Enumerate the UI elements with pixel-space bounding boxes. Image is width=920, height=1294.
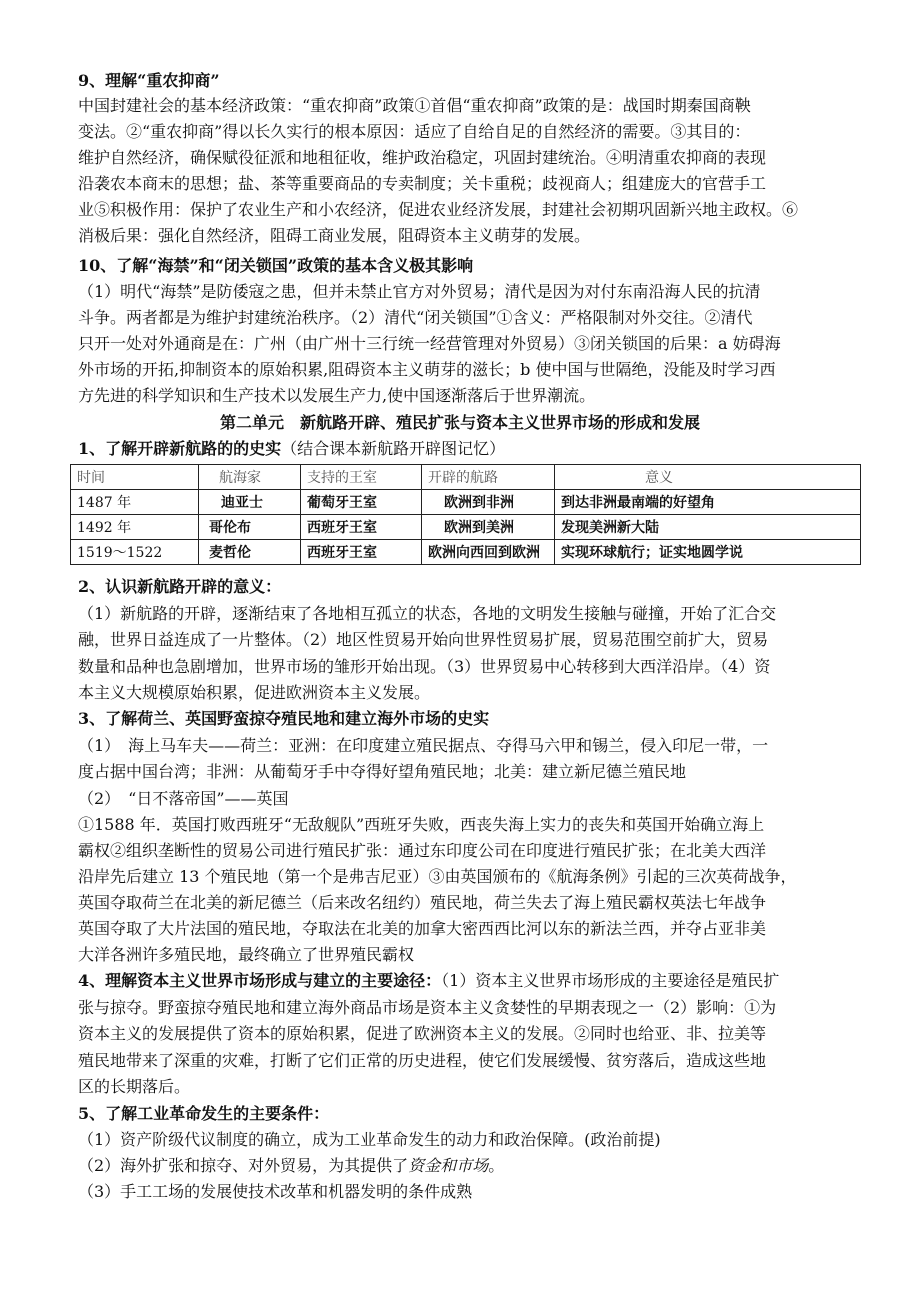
table-header-row (71, 465, 861, 490)
item-4-line: 资本主义的发展提供了资本的原始积累，促进了欧洲资本主义的发展。②同时也给亚、非、拉美等 (78, 1024, 767, 1043)
section-9-heading: 9、理解“重农抑商” (78, 71, 220, 90)
new-sea-routes-table (70, 464, 861, 565)
item-5-line: （1）资产阶级代议制度的确立，成为工业革命发生的动力和政治保障。(政治前提) (78, 1130, 661, 1149)
item-3-line: 度占据中国台湾；非洲：从葡萄牙手中夺得好望角殖民地；北美：建立新尼德兰殖民地 (78, 762, 687, 781)
item-3-line: ①1588 年．英国打败西班牙“无敌舰队”西班牙失败，西丧失海上实力的丧失和英国开始确立海上 (78, 815, 765, 834)
section-10-line: 方先进的科学知识和生产技术以发展生产力,使中国逐渐落后于世界潮流。 (78, 386, 596, 405)
table-header-cell: 时间 (71, 465, 199, 490)
table-header-cell: 支持的王室 (301, 465, 422, 490)
table-cell: 实现环球航行；证实地圆学说 (555, 540, 861, 565)
item-3-heading: 3、了解荷兰、英国野蛮掠夺殖民地和建立海外市场的史实 (78, 709, 490, 728)
item-5-line-end: 。 (488, 1156, 505, 1175)
table-header-cell: 开辟的航路 (422, 465, 555, 490)
section-10-line: 斗争。两者都是为维护封建统治秩序。（2）清代“闭关锁国”①含义：严格限制对外交往。②清代 (78, 308, 753, 327)
unit-2-title: 第二单元 新航路开辟、殖民扩张与资本主义世界市场的形成和发展 (219, 413, 700, 432)
table-cell: 1492 年 (71, 515, 199, 540)
table-cell: 欧洲到非洲 (422, 490, 555, 515)
item-2-heading: 2、认识新航路开辟的意义： (78, 577, 282, 596)
table-cell: 欧洲到美洲 (422, 515, 555, 540)
item-5-emphasis: 资金和市场 (408, 1156, 489, 1175)
section-9-line: 变法。②“重农抑商”得以长久实行的根本原因：适应了自给自足的自然经济的需要。③其目的： (78, 122, 751, 141)
item-2-line: 数量和品种也急剧增加，世界市场的雏形开始出现。（3）世界贸易中心转移到大西洋沿岸。（4）资 (78, 657, 771, 676)
item-5-line (78, 1155, 504, 1177)
item-4-line: 殖民地带来了深重的灾难，打断了它们正常的历史进程，使它们发展缓慢、贫穷落后，造成这些地 (78, 1051, 767, 1070)
item-4-line: 区的长期落后。 (78, 1077, 191, 1096)
section-9-line: 沿袭农本商末的思想；盐、茶等重要商品的专卖制度；关卡重税；歧视商人；组建庞大的官营手工 (78, 174, 767, 193)
table-cell: 发现美洲新大陆 (555, 515, 861, 540)
item-2-line: 融，世界日益连成了一片整体。（2）地区性贸易开始向世界性贸易扩展，贸易范围空前扩大，贸易 (78, 630, 769, 649)
table-header-cell: 航海家 (199, 465, 301, 490)
item-3-line: （1） 海上马车夫——荷兰：亚洲：在印度建立殖民据点、夺得马六甲和锡兰，侵入印尼一带，一 (78, 736, 769, 755)
item-3-line: 英国夺取了大片法国的殖民地，夺取法在北美的加拿大密西西比河以东的新法兰西，并夺占亚非美 (78, 919, 767, 938)
table-cell: 西班牙王室 (301, 515, 422, 540)
table-row (71, 515, 861, 540)
item-3-line: 霸权②组织垄断性的贸易公司进行殖民扩张：通过东印度公司在印度进行殖民扩张；在北美大西洋 (78, 841, 767, 860)
section-9-line: 消极后果：强化自然经济，阻碍工商业发展，阻碍资本主义萌芽的发展。 (78, 226, 591, 245)
table-cell: 迪亚士 (199, 490, 301, 515)
table-cell: 哥伦布 (199, 515, 301, 540)
item-2-line: 本主义大规模原始积累，促进欧洲资本主义发展。 (78, 683, 431, 702)
table-row (71, 490, 861, 515)
section-9-line: 维护自然经济，确保赋役征派和地租征收，维护政治稳定，巩固封建统治。④明清重农抑商的表现 (78, 148, 767, 167)
table-cell: 麦哲伦 (199, 540, 301, 565)
item-5-line-text: （2）海外扩张和掠夺、对外贸易，为其提供了 (78, 1156, 409, 1175)
item-5-line: （3）手工工场的发展使技术改革和机器发明的条件成熟 (78, 1182, 473, 1201)
item-2-line: （1）新航路的开辟，逐渐结束了各地相互孤立的状态，各地的文明发生接触与碰撞，开始了汇合交 (78, 604, 777, 623)
item-4-heading: 4、理解资本主义世界市场形成与建立的主要途径： (78, 971, 442, 990)
section-10-line: 只开一处对外通商是在：广州（由广州十三行统一经营管理对外贸易）③闭关锁国的后果：a 妨碍海 (78, 334, 781, 353)
section-10-heading: 10、了解“海禁”和“闭关锁国”政策的基本含义极其影响 (78, 256, 474, 275)
item-3-line: 沿岸先后建立 13 个殖民地（第一个是弗吉尼亚）③由英国颁布的《航海条例》引起的三次英荷战争， (78, 867, 797, 886)
item-3-line: 大洋各洲许多殖民地，最终确立了世界殖民霸权 (78, 945, 415, 964)
item-4-first-line (78, 970, 779, 992)
item-3-line: （2） “日不落帝国”——英国 (78, 789, 289, 808)
table-cell: 到达非洲最南端的好望角 (555, 490, 861, 515)
item-4-text: （1）资本主义世界市场形成的主要途径是殖民扩 (441, 971, 780, 990)
table-cell: 葡萄牙王室 (301, 490, 422, 515)
item-1-heading: 1、了解开辟新航路的的史实 (78, 439, 282, 458)
section-10-line: （1）明代“海禁”是防倭寇之患，但并未禁止官方对外贸易；清代是因为对付东南沿海人民的抗清 (78, 282, 761, 301)
item-3-line: 英国夺取荷兰在北美的新尼德兰（后来改名纽约）殖民地，荷兰失去了海上殖民霸权英法七年战争 (78, 893, 767, 912)
item-4-line: 张与掠夺。野蛮掠夺殖民地和建立海外商品市场是资本主义贪婪性的早期表现之一（2）影响：①为 (78, 998, 777, 1017)
table-cell: 1519～1522 (71, 540, 199, 565)
unit-2-item-1 (78, 438, 505, 460)
section-10-line: 外市场的开拓,抑制资本的原始积累,阻碍资本主义萌芽的滋长；b 使中国与世隔绝，没能及时学习西 (78, 360, 776, 379)
section-9-line: 业⑤积极作用：保护了农业生产和小农经济，促进农业经济发展，封建社会初期巩固新兴地主政权。⑥ (78, 200, 799, 219)
table-header-cell: 意义 (555, 465, 861, 490)
table-cell: 1487 年 (71, 490, 199, 515)
table-row (71, 540, 861, 565)
table-cell: 西班牙王室 (301, 540, 422, 565)
item-1-note: （结合课本新航路开辟图记忆） (281, 439, 506, 458)
section-9-line: 中国封建社会的基本经济政策：“重农抑商”政策①首倡“重农抑商”政策的是：战国时期秦国商鞅 (78, 96, 751, 115)
item-5-heading: 5、了解工业革命发生的主要条件： (78, 1104, 330, 1123)
table-cell: 欧洲向西回到欧洲 (422, 540, 555, 565)
